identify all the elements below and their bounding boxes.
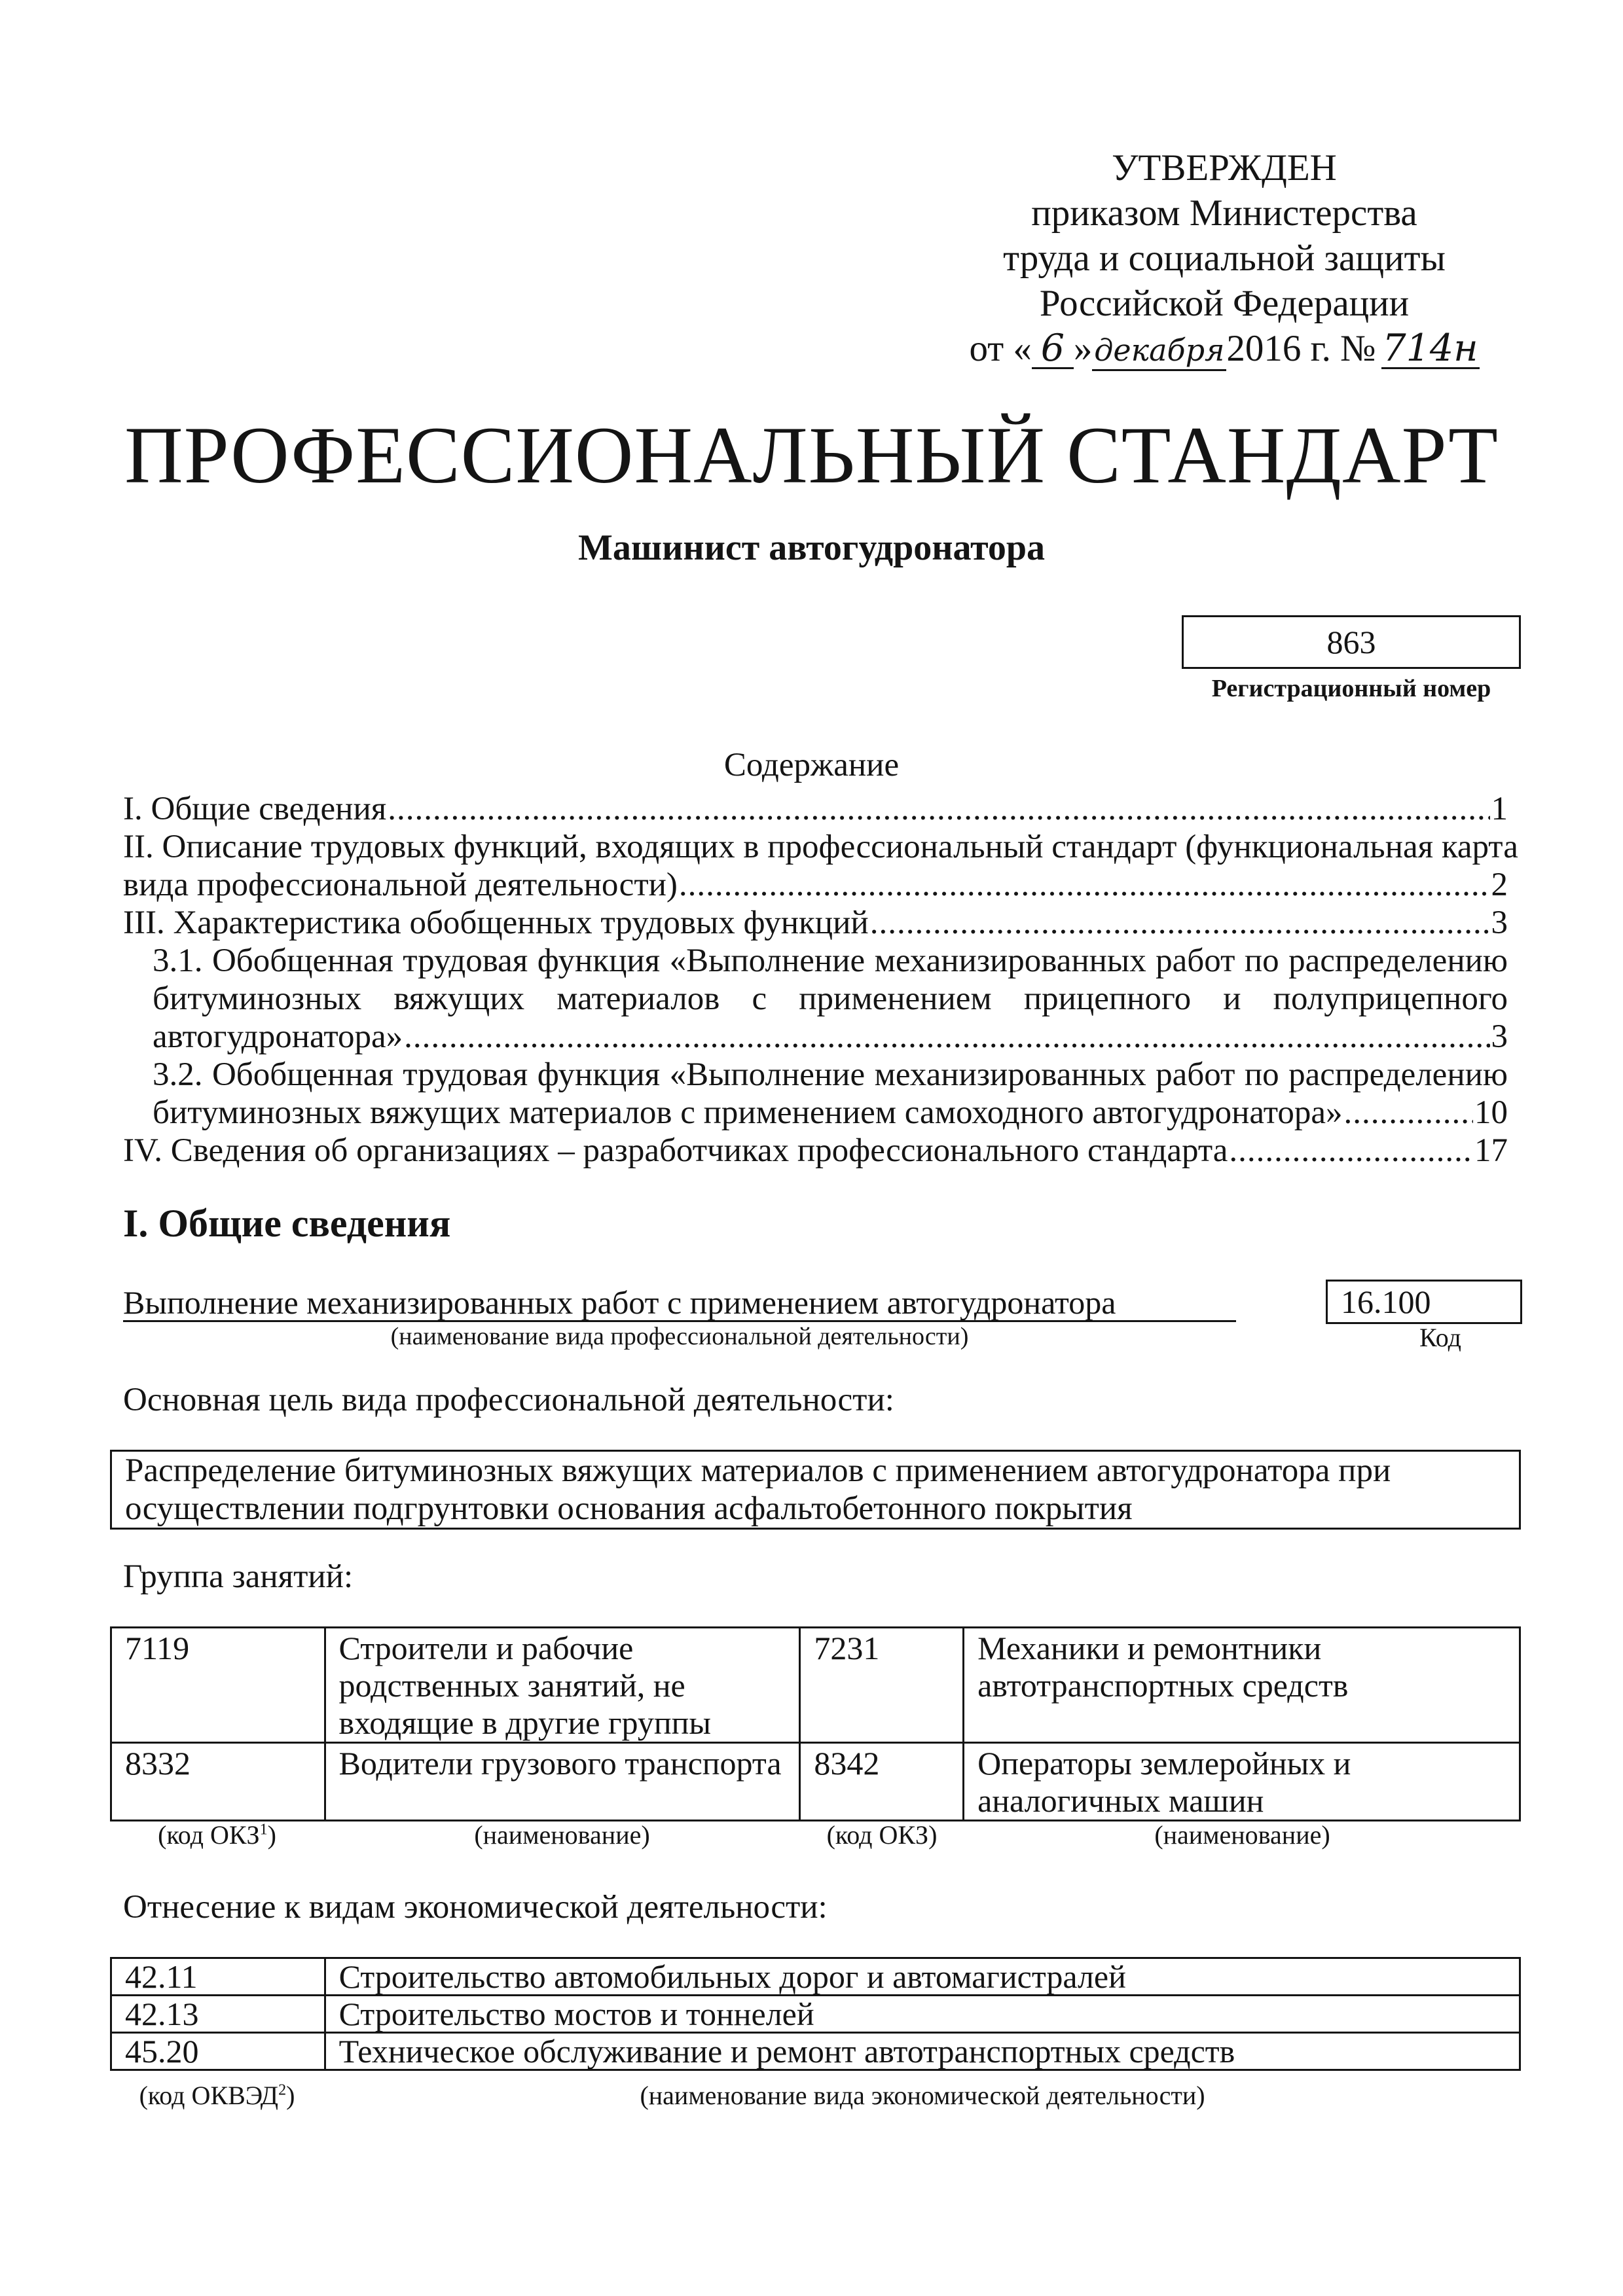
approval-line: Российской Федерации [1039, 283, 1410, 324]
approval-heading: УТВЕРЖДЕН [1112, 147, 1337, 188]
toc-leader [388, 790, 1489, 828]
toc-item-text: вида профессиональной деятельности) [123, 867, 678, 903]
approval-line: труда и социальной защиты [1003, 238, 1446, 279]
document-title: ПРОФЕССИОНАЛЬНЫЙ СТАНДАРТ [124, 410, 1499, 500]
toc-item-text: III. Характеристика обобщенных трудовых функций [123, 905, 869, 941]
occupation-code-caption: (код ОКЗ) [826, 1820, 938, 1850]
okved-name: Строительство автомобильных дорог и автомагистралей [325, 1958, 1520, 1996]
okved-code: 42.13 [111, 1996, 325, 2033]
toc-item[interactable] [123, 866, 1508, 904]
occupations-table [110, 1626, 1521, 1821]
order-mid: » [1073, 328, 1093, 369]
toc-item-page: 17 [1474, 1132, 1508, 1169]
toc-item-text: I. Общие сведения [123, 791, 387, 827]
activity-code-box: 16.100 [1326, 1280, 1522, 1324]
registration-number-box: 863 [1182, 615, 1521, 669]
table-of-contents [123, 790, 1518, 1170]
order-year: 2016 г. № [1226, 328, 1376, 369]
occupation-name: Механики и ремонтники автотранспортных средств [964, 1628, 1520, 1743]
occupation-name: Операторы землеройных и аналогичных машин [964, 1743, 1520, 1821]
occupation-code: 8332 [111, 1743, 325, 1821]
toc-item-text[interactable]: 3.2. Обобщенная трудовая функция «Выполнение механизированных работ по распределению [153, 1056, 1508, 1093]
activity-code-caption: Код [1419, 1323, 1461, 1352]
occupation-code: 8342 [800, 1743, 964, 1821]
toc-item-text[interactable]: II. Описание трудовых функций, входящих в профессиональный стандарт (функциональная карта [123, 829, 1518, 865]
okved-code: 42.11 [111, 1958, 325, 1996]
toc-item-text: автогудронатора» [153, 1018, 403, 1055]
toc-item-page: 2 [1491, 867, 1508, 903]
registration-caption: Регистрационный номер [1211, 675, 1491, 702]
activity-caption: (наименование вида профессиональной деятельности) [390, 1323, 969, 1350]
okved-name-caption: (наименование вида экономической деятельности) [640, 2081, 1205, 2110]
occupation-code-caption: (код ОКЗ$^1$) [158, 1820, 276, 1850]
table-row [111, 1743, 1520, 1821]
goal-label: Основная цель вида профессиональной деятельности: [123, 1382, 894, 1418]
toc-item[interactable] [123, 1018, 1508, 1056]
toc-leader [1344, 1094, 1474, 1132]
okved-name: Строительство мостов и тоннелей [325, 1996, 1520, 2033]
econ-activities-table [110, 1957, 1521, 2071]
order-number: 714н [1382, 327, 1478, 370]
goal-text-line: осуществлении подгрунтовки основания асфальтобетонного покрытия [125, 1490, 1133, 1527]
toc-item[interactable] [123, 1132, 1508, 1170]
section-title: I. Общие сведения [123, 1202, 451, 1245]
document-subtitle: Машинист автогудронатора [577, 528, 1045, 568]
toc-heading: Содержание [723, 747, 900, 783]
toc-item-page: 1 [1491, 791, 1508, 827]
order-month: декабря [1092, 331, 1226, 371]
table-row [111, 1628, 1520, 1743]
order-prefix: от « [969, 328, 1032, 369]
toc-item-text: IV. Сведения об организациях – разработчиках профессионального стандарта [123, 1132, 1228, 1169]
toc-leader [1229, 1132, 1473, 1170]
table-row [111, 1958, 1520, 1996]
okved-name: Техническое обслуживание и ремонт автотранспортных средств [325, 2033, 1520, 2070]
goal-text-line: Распределение битуминозных вяжущих материалов с применением автогудронатора при [125, 1452, 1391, 1489]
toc-item-page: 3 [1491, 905, 1508, 941]
order-date-line [943, 326, 1506, 371]
occupation-name-caption: (наименование) [1154, 1820, 1330, 1850]
toc-leader [404, 1018, 1489, 1056]
toc-leader [679, 866, 1490, 904]
occupation-name: Строители и рабочие родственных занятий, не входящие в другие группы [325, 1628, 800, 1743]
toc-item-text[interactable]: 3.1. Обобщенная трудовая функция «Выполнение механизированных работ по распределению [153, 942, 1508, 979]
occupation-name: Водители грузового транспорта [325, 1743, 800, 1821]
okved-code-caption: (код ОКВЭД$^2$) [139, 2081, 295, 2110]
toc-item-page: 3 [1491, 1018, 1508, 1055]
activity-name: Выполнение механизированных работ с применением автогудронатора [123, 1285, 1236, 1322]
occupation-code: 7231 [800, 1628, 964, 1743]
toc-item[interactable] [123, 904, 1508, 942]
occupation-code: 7119 [111, 1628, 325, 1743]
order-day: 6 [1032, 329, 1074, 369]
occupations-label: Группа занятий: [123, 1558, 354, 1595]
econ-activities-label: Отнесение к видам экономической деятельности: [123, 1889, 828, 1926]
approval-block [943, 145, 1506, 371]
approval-line: приказом Министерства [1031, 192, 1417, 234]
okved-code: 45.20 [111, 2033, 325, 2070]
toc-item-text: битуминозных вяжущих материалов с применением самоходного автогудронатора» [153, 1094, 1343, 1131]
table-row [111, 2033, 1520, 2070]
toc-item[interactable] [123, 790, 1508, 828]
toc-item[interactable] [123, 1094, 1508, 1132]
toc-leader [870, 904, 1490, 942]
toc-item-text[interactable]: битуминозных вяжущих материалов с применением прицепного и полуприцепного [153, 980, 1508, 1017]
occupation-name-caption: (наименование) [474, 1820, 650, 1850]
table-row [111, 1996, 1520, 2033]
toc-item-page: 10 [1474, 1094, 1508, 1131]
goal-box [110, 1450, 1521, 1530]
